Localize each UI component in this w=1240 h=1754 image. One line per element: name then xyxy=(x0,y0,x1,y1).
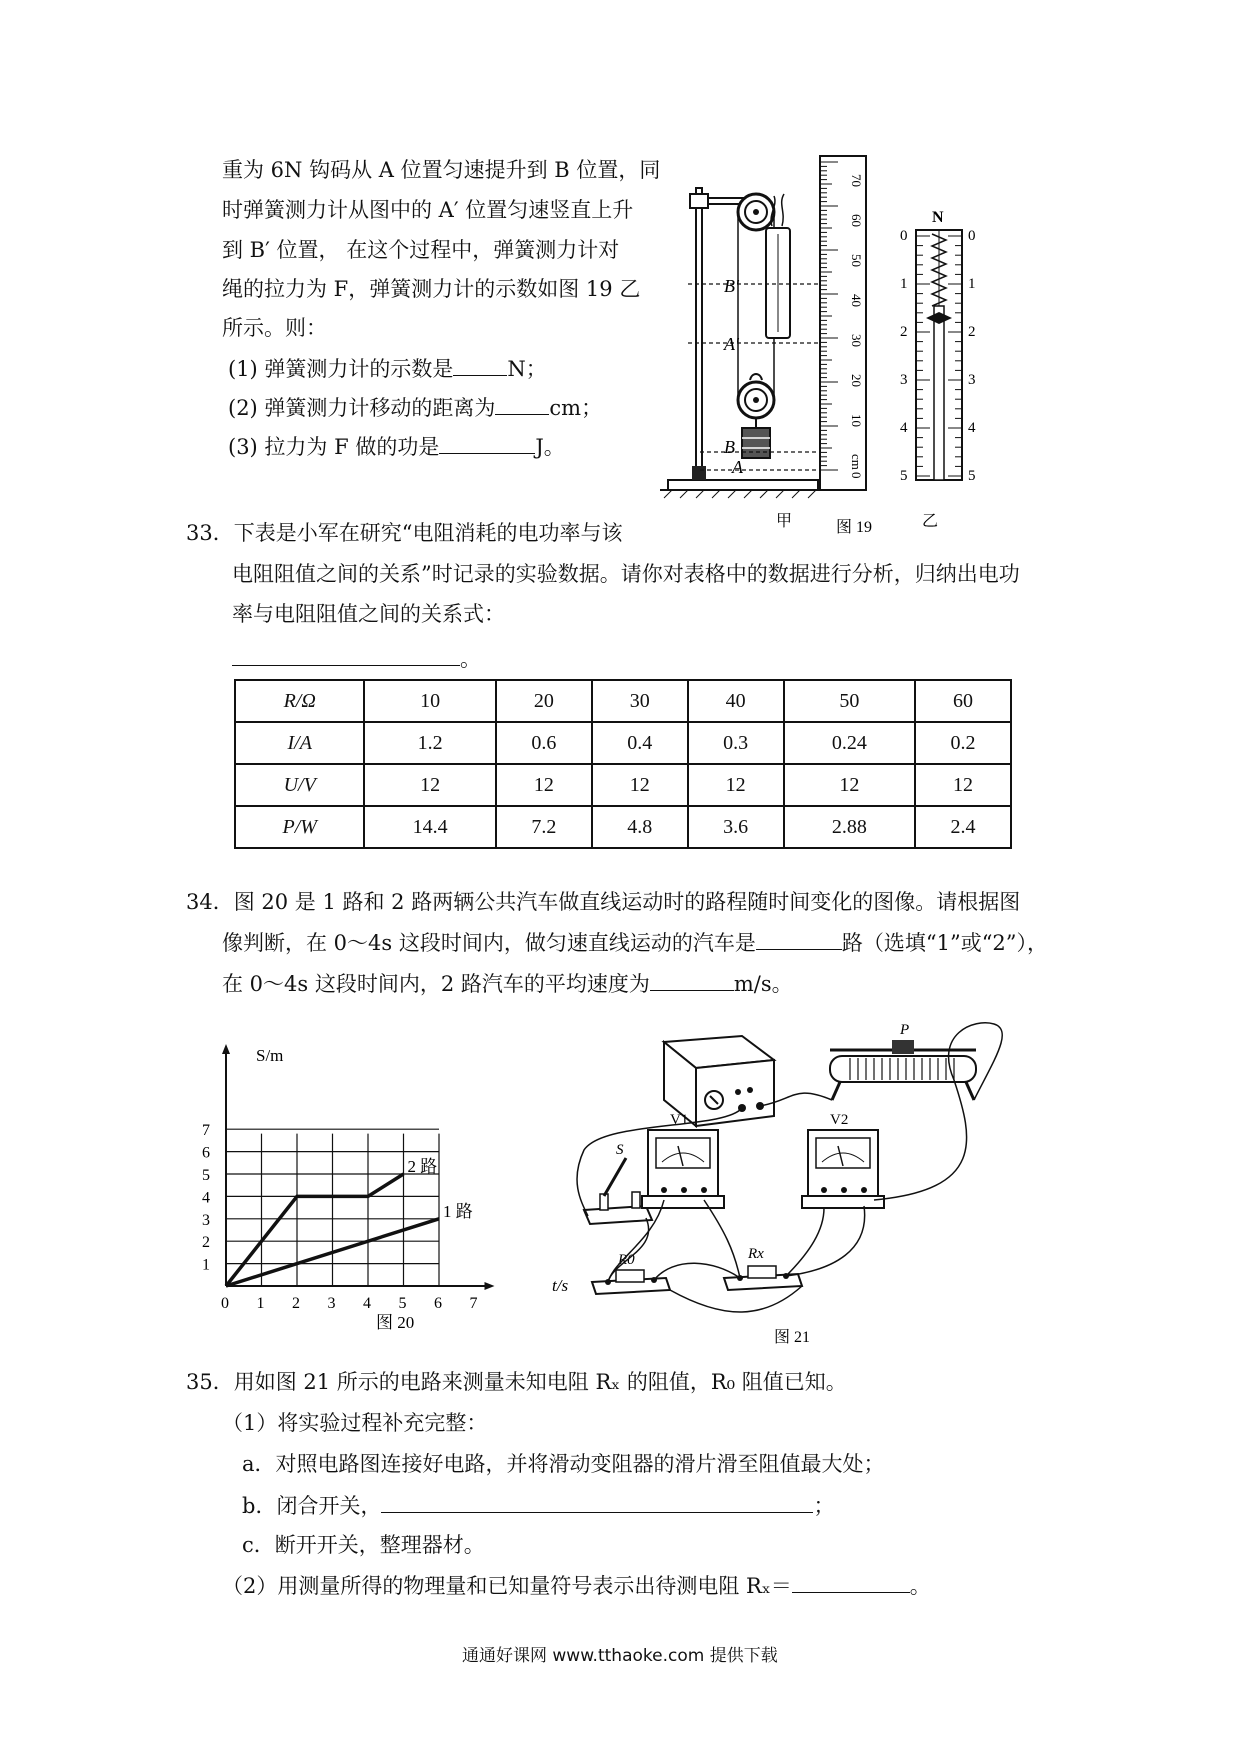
x-tick-label: 7 xyxy=(469,1295,478,1312)
table-cell: 20 xyxy=(496,680,592,722)
table-header-p: P/W xyxy=(235,806,364,848)
q35-sub2-text: （2）用测量所得的物理量和已知量符号表示出待测电阻 Rₓ＝ xyxy=(222,1574,792,1598)
table-cell: 30 xyxy=(592,680,688,722)
voltmeter-v2-icon xyxy=(802,1112,884,1208)
label-v2: V2 xyxy=(830,1112,849,1128)
table-cell: 0.2 xyxy=(915,722,1011,764)
table-cell: 12 xyxy=(915,764,1011,806)
label-s: S xyxy=(616,1142,624,1158)
ruler-tick-50: 50 xyxy=(849,254,864,267)
chart-caption: 图 20 xyxy=(376,1313,415,1332)
rheostat-icon xyxy=(830,1022,976,1100)
q32-sub1 xyxy=(228,355,547,382)
resistor-rx-icon xyxy=(724,1246,802,1290)
y-axis-arrow xyxy=(222,1044,230,1054)
answer-blank[interactable] xyxy=(650,970,734,991)
table-cell: 12 xyxy=(364,764,495,806)
label-a: A xyxy=(732,457,743,477)
table-cell: 4.8 xyxy=(592,806,688,848)
q32-sub2 xyxy=(228,394,602,421)
spring-unit: N xyxy=(932,209,944,226)
label-b-prime: B′ xyxy=(724,276,739,296)
table-cell: 40 xyxy=(688,680,784,722)
table-cell: 12 xyxy=(592,764,688,806)
table-cell: 3.6 xyxy=(688,806,784,848)
q32-sub1-unit: N； xyxy=(507,357,547,381)
q34-line-3 xyxy=(222,970,793,997)
table-cell: 0.4 xyxy=(592,722,688,764)
q33-line-2: 电阻阻值之间的关系”时记录的实验数据。请你对表格中的数据进行分析，归纳出电功 xyxy=(232,562,1020,586)
ruler-unit: cm xyxy=(849,454,864,470)
spring-tick-1-left: 1 xyxy=(900,276,908,292)
table-cell: 7.2 xyxy=(496,806,592,848)
table-cell: 2.88 xyxy=(784,806,915,848)
chart-labels xyxy=(202,1122,478,1312)
x-tick-label: 5 xyxy=(398,1295,407,1312)
q35-step-c: c．断开开关，整理器材。 xyxy=(242,1533,485,1557)
ruler xyxy=(820,156,866,490)
q32-sub2-unit: cm； xyxy=(549,396,603,420)
label-v1: V1 xyxy=(670,1112,689,1128)
chart-grid xyxy=(226,1129,439,1286)
answer-blank[interactable] xyxy=(453,355,507,376)
y-tick-label: 3 xyxy=(202,1211,210,1229)
table-header-u: U/V xyxy=(235,764,364,806)
q32-line-4: 绳的拉力为 F，弹簧测力计的示数如图 19 乙 xyxy=(222,277,641,301)
q32-sub2-text: (2) 弹簧测力计移动的距离为 xyxy=(228,396,496,420)
figure-21-circuit xyxy=(574,1020,1044,1350)
y-tick-label: 5 xyxy=(202,1167,210,1184)
q32-sub3-unit: J。 xyxy=(535,435,565,459)
q34-line-2-end: 路（选填“1”或“2”）， xyxy=(841,931,1049,955)
table-row xyxy=(235,806,1011,848)
q32-line-1: 重为 6N 钩码从 A 位置匀速提升到 B 位置，同 xyxy=(222,158,661,182)
x-tick-label: 1 xyxy=(256,1295,265,1312)
table-cell: 50 xyxy=(784,680,915,722)
label-a-prime: A′ xyxy=(724,334,739,354)
figure-19 xyxy=(660,148,1020,548)
spring-tick-2-left: 2 xyxy=(900,324,908,340)
x-tick-label: 6 xyxy=(434,1295,442,1312)
spring-tick-3-right: 3 xyxy=(968,372,976,388)
label-p: P xyxy=(900,1022,910,1038)
answer-blank[interactable] xyxy=(439,433,535,454)
x-tick-label: 0 xyxy=(221,1295,229,1312)
spring-tick-0-left: 0 xyxy=(900,228,908,244)
table-header-r: R/Ω xyxy=(235,680,364,722)
chart-axes xyxy=(222,1044,495,1290)
q33-end: 。 xyxy=(460,647,481,671)
spring-tick-3-left: 3 xyxy=(900,372,908,388)
ruler-tick-20: 20 xyxy=(849,374,864,387)
q35-line-1: 35．用如图 21 所示的电路来测量未知电阻 Rₓ 的阻值，R₀ 阻值已知。 xyxy=(186,1370,847,1394)
table-cell: 0.6 xyxy=(496,722,592,764)
q32-line-2: 时弹簧测力计从图中的 A′ 位置匀速竖直上升 xyxy=(222,198,634,222)
answer-blank[interactable] xyxy=(792,1572,910,1593)
table-cell: 1.2 xyxy=(364,722,495,764)
data-table xyxy=(234,679,1012,849)
table-row xyxy=(235,764,1011,806)
q33-answer-line xyxy=(232,645,481,672)
table-header-i: I/A xyxy=(235,722,364,764)
answer-blank[interactable] xyxy=(381,1492,813,1513)
q35-step-b xyxy=(242,1492,834,1519)
page-footer: 通通好课网 www.tthaoke.com 提供下载 xyxy=(462,1646,778,1666)
chart-x-label: t/s xyxy=(552,1276,569,1295)
q32-sub3-text: (3) 拉力为 F 做的功是 xyxy=(228,435,440,459)
ruler-tick-0: 0 xyxy=(849,472,864,479)
x-tick-label: 2 xyxy=(292,1295,300,1312)
answer-blank[interactable] xyxy=(756,929,842,950)
answer-blank[interactable] xyxy=(495,394,549,415)
q34-line-1: 34．图 20 是 1 路和 2 路两辆公共汽车做直线运动时的路程随时间变化的图像。请根据图 xyxy=(186,890,1021,914)
table-cell: 12 xyxy=(784,764,915,806)
y-tick-label: 2 xyxy=(202,1234,210,1252)
figure-19-caption: 图 19 xyxy=(836,519,873,536)
spring-tick-5-left: 5 xyxy=(900,468,908,484)
series-label: 1 路 xyxy=(443,1201,473,1221)
figure-20-chart xyxy=(202,1040,580,1340)
y-tick-label: 1 xyxy=(202,1256,210,1274)
table-cell: 0.3 xyxy=(688,722,784,764)
spring-tick-4-left: 4 xyxy=(900,420,908,436)
table-row xyxy=(235,680,1011,722)
y-tick-label: 7 xyxy=(202,1122,210,1140)
ruler-tick-30: 30 xyxy=(849,334,864,347)
x-tick-label: 3 xyxy=(327,1295,336,1312)
table-row xyxy=(235,722,1011,764)
ruler-tick-40: 40 xyxy=(849,294,864,307)
q32-sub3 xyxy=(228,433,565,460)
spring-scale-dial xyxy=(900,209,976,484)
y-tick-label: 4 xyxy=(202,1189,210,1207)
q35-sub2-end: 。 xyxy=(909,1574,931,1598)
q35-step-b-text: b．闭合开关， xyxy=(242,1494,382,1518)
figure-21-caption: 图 21 xyxy=(774,1329,811,1346)
label-r0: R0 xyxy=(618,1252,635,1268)
pulley-apparatus xyxy=(660,188,830,498)
figure-19-label-b: 乙 xyxy=(922,513,939,530)
spring-tick-4-right: 4 xyxy=(968,420,976,436)
table-cell: 10 xyxy=(364,680,495,722)
x-tick-label: 4 xyxy=(363,1295,371,1312)
voltmeter-v1-icon xyxy=(642,1112,724,1208)
q35-sub2 xyxy=(222,1572,931,1599)
switch-icon xyxy=(584,1142,652,1224)
label-b: B xyxy=(724,437,735,457)
table-cell: 60 xyxy=(915,680,1011,722)
table-cell: 14.4 xyxy=(364,806,495,848)
q32-line-3: 到 B′ 位置， 在这个过程中，弹簧测力计对 xyxy=(222,238,620,262)
chart-y-label: S/m xyxy=(256,1046,284,1065)
table-cell: 0.24 xyxy=(784,722,915,764)
spring-tick-1-right: 1 xyxy=(968,276,976,292)
series-label: 2 路 xyxy=(407,1157,438,1176)
spring-tick-0-right: 0 xyxy=(968,228,976,244)
spring-tick-5-right: 5 xyxy=(968,468,976,484)
ruler-tick-70: 70 xyxy=(849,174,864,187)
ruler-tick-10: 10 xyxy=(849,414,864,427)
q32-sub1-text: (1) 弹簧测力计的示数是 xyxy=(228,357,454,381)
series-line-route-2 xyxy=(226,1174,404,1286)
q34-line-3-text: 在 0～4s 这段时间内，2 路汽车的平均速度为 xyxy=(222,972,650,996)
q34-line-3-end: m/s。 xyxy=(733,972,793,996)
q34-line-2-text: 像判断，在 0～4s 这段时间内，做匀速直线运动的汽车是 xyxy=(222,931,756,955)
q33-line-3: 率与电阻阻值之间的关系式： xyxy=(232,602,505,626)
answer-blank[interactable] xyxy=(232,645,460,666)
q35-sub1: （1）将实验过程补充完整： xyxy=(222,1411,488,1435)
q33-line-1: 33．下表是小军在研究“电阻消耗的电功率与该 xyxy=(186,521,623,545)
x-axis-arrow xyxy=(485,1282,495,1290)
table-cell: 2.4 xyxy=(915,806,1011,848)
q35-step-b-end: ； xyxy=(813,1494,835,1518)
figure-19-label-a: 甲 xyxy=(776,513,793,530)
q32-line-5: 所示。则： xyxy=(222,316,327,340)
spring-tick-2-right: 2 xyxy=(968,324,976,340)
y-tick-label: 6 xyxy=(202,1144,210,1162)
ruler-tick-60: 60 xyxy=(849,214,864,227)
table-cell: 12 xyxy=(496,764,592,806)
table-cell: 12 xyxy=(688,764,784,806)
q35-step-a: a．对照电路图连接好电路，并将滑动变阻器的滑片滑至阻值最大处； xyxy=(242,1452,885,1476)
resistor-r0-icon xyxy=(592,1252,670,1294)
q34-line-2 xyxy=(222,929,1048,956)
label-rx: Rx xyxy=(748,1246,764,1262)
